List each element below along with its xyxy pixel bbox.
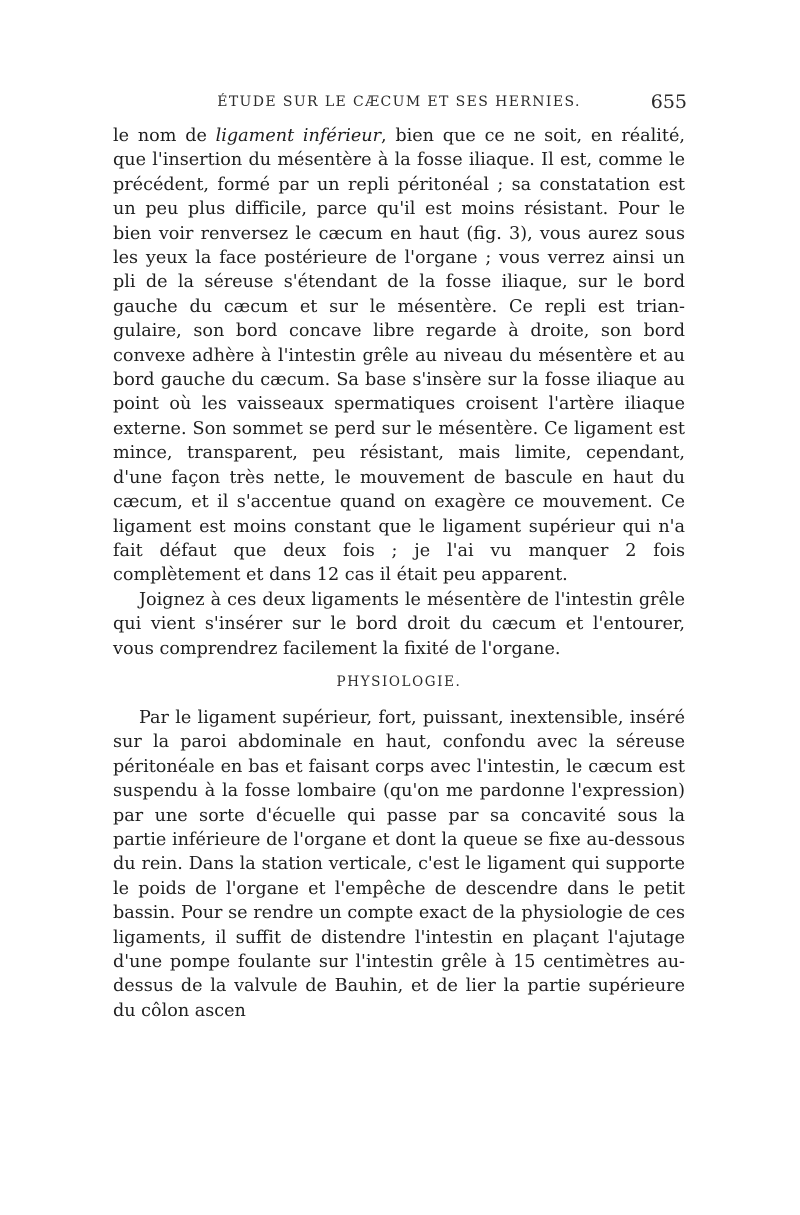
paragraph-mesentery [113, 588, 685, 661]
body-text [113, 124, 685, 1023]
italic-term-ligament-inferieur: ligament inférieur [215, 126, 382, 146]
running-header [113, 92, 685, 122]
text-run: le nom de [113, 126, 216, 146]
text-run: Joignez à ces deux ligaments le mésentère de l'intestin grêle qui vient s'insérer sur le bord droit du cæcum et l'entourer, vous comprendrez facilement la fixité de l'organe. [113, 589, 685, 659]
section-heading-physiologie: PHYSIOLOGIE. [336, 673, 462, 690]
text-run: , bien que ce ne soit, en réalité, que l'insertion du mésentère à la fosse iliaque. Il est, comme le précédent, formé par un repli péritonéal ; sa constatation est un peu plus difficile, parce qu'il est moins résistant. Pour le bien voir renversez le cæcum en haut (fig. 3), vous aurez sous les yeux la face postérieure de l'organe ; vous verrez ainsi un pli de la séreuse s'étendant de la fosse iliaque, sur le bord gauche du cæcum et sur le mésentère. Ce repli est triangulaire, son bord concave libre regarde à droite, son bord convexe adhère à l'intestin grêle au niveau du mésentère et au bord gauche du cæcum. Sa base s'insère sur la fosse iliaque au point où les vaisseaux spermatiques croisent l'artère iliaque externe. Son sommet se perd sur le mésentère. Ce ligament est mince, transparent, peu résistant, mais limite, cependant, d'une façon très nette, le mouvement de bascule en haut du cæcum, et il s'accentue quand on exagère ce mouvement. Ce ligament est moins constant que le ligament supérieur qui n'a fait défaut que deux fois ; je l'ai vu manquer 2 fois complètement et dans 12 cas il était peu apparent. [113, 126, 685, 586]
paragraph-inferior-ligament [113, 124, 685, 588]
page-number: 655 [650, 91, 687, 113]
running-title: ÉTUDE SUR LE CÆCUM ET SES HERNIES. [217, 94, 581, 110]
paragraph-physiology: Par le ligament supérieur, fort, puissant, inextensible, inséré sur la paroi abdominale en haut, confondu avec la séreuse péritonéale en bas et faisant corps avec l'intestin, le cæcum est suspendu à la fosse lombaire (qu'on me pardonne l'expression) par une sorte d'écuelle qui passe par sa concavité sous la partie inférieure de l'organe et dont la queue se fixe au-dessous du rein. Dans la station verticale, c'est le ligament qui supporte le poids de l'organe et l'empêche de descendre dans le petit bassin. Pour se rendre un compte exact de la physiologie de ces ligaments, il suffit de distendre l'intestin en plaçant l'ajutage d'une pompe foulante sur l'intestin grêle à 15 centimètres au-dessus de la valvule de Bauhin, et de lier la partie supérieure du côlon ascen [113, 707, 685, 1021]
